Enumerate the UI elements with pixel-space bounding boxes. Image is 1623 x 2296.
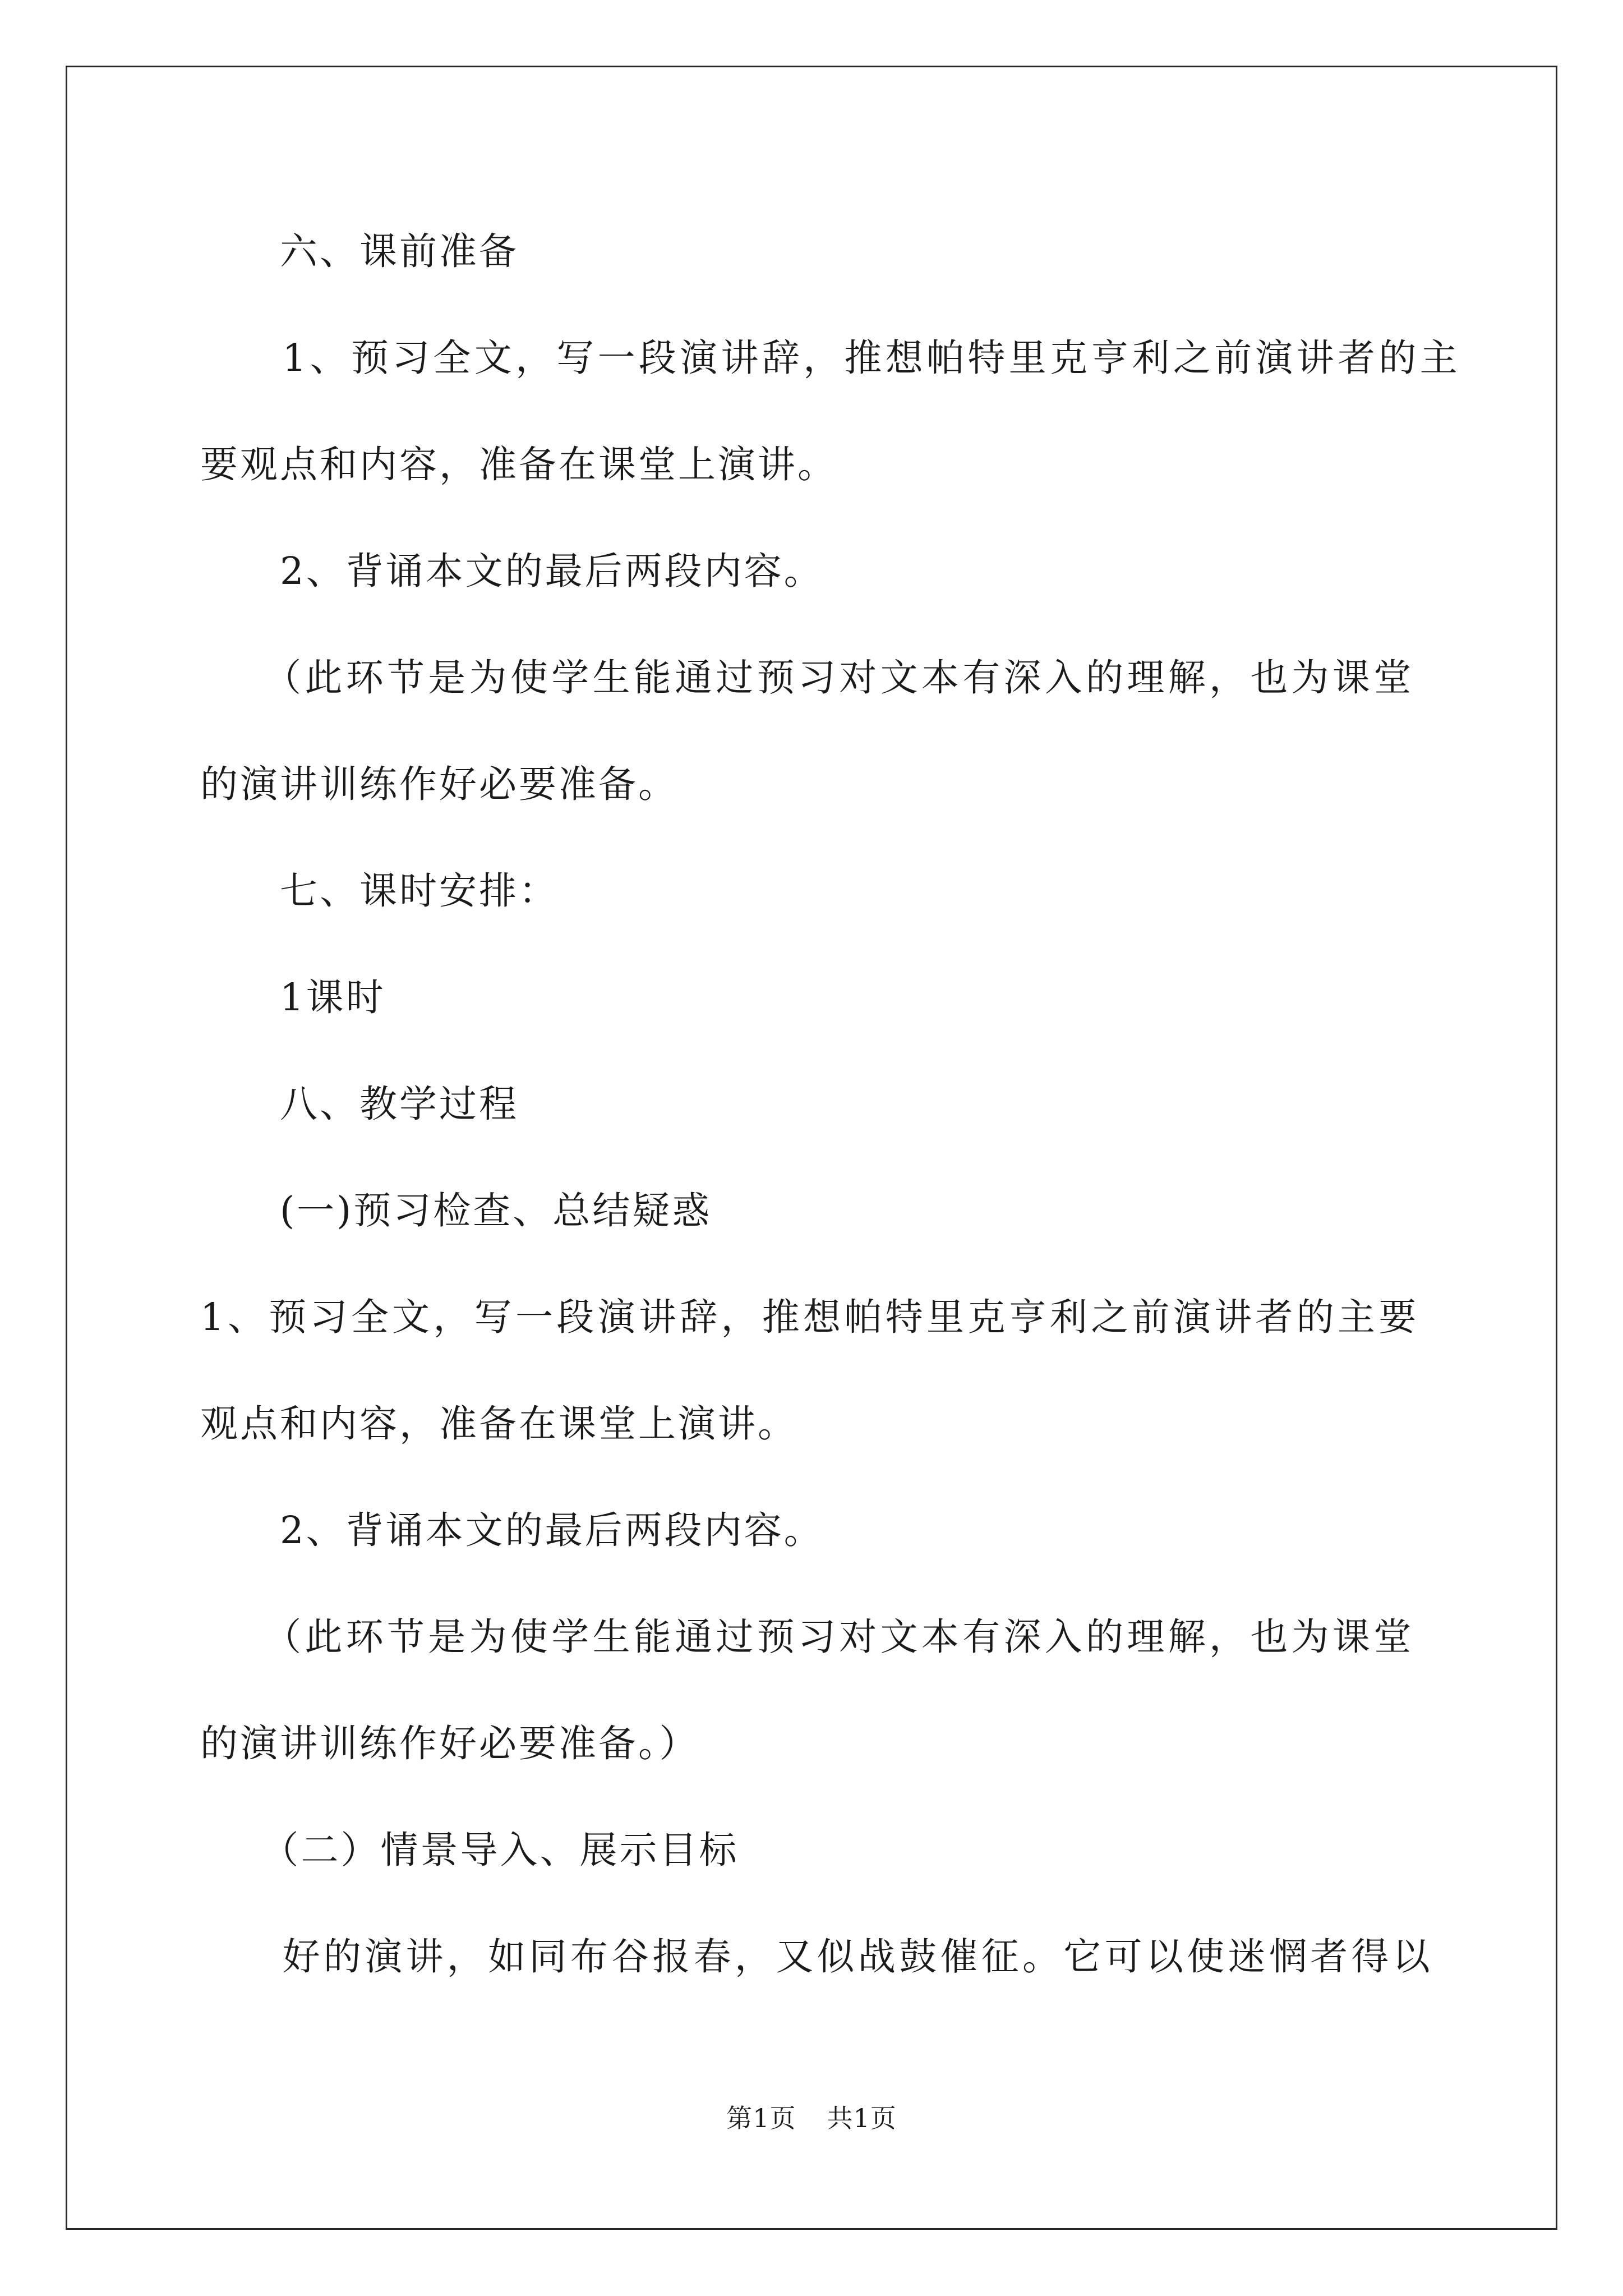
paragraph-line: 2、背诵本文的最后两段内容。	[200, 549, 824, 593]
heading-schedule: 七、课时安排：	[200, 869, 559, 913]
paragraph-line: 观点和内容，准备在课堂上演讲。	[200, 1402, 797, 1446]
paragraph-line: 的演讲训练作好必要准备。	[200, 762, 678, 806]
paragraph-line: （此环节是为使学生能通过预习对文本有深入的理解，也为课堂	[200, 656, 1415, 700]
paragraph-line: 要观点和内容，准备在课堂上演讲。	[200, 443, 837, 486]
heading-teaching-process: 八、教学过程	[200, 1082, 519, 1126]
heading-course-prep: 六、课前准备	[200, 229, 519, 273]
subheading-preview-check: (一)预习检查、总结疑惑	[200, 1189, 712, 1232]
subheading-scene-intro: （二）情景导入、展示目标	[200, 1828, 739, 1872]
paragraph-line: （此环节是为使学生能通过预习对文本有深入的理解，也为课堂	[200, 1615, 1415, 1659]
paragraph-line: 1、预习全文，写一段演讲辞，推想帕特里克亨利之前演讲者的主	[200, 336, 1461, 380]
paragraph-line: 1、预习全文，写一段演讲辞，推想帕特里克亨利之前演讲者的主要	[200, 1295, 1420, 1339]
paragraph-line: 2、背诵本文的最后两段内容。	[200, 1508, 824, 1552]
paragraph-line: 1课时	[200, 976, 386, 1019]
paragraph-line: 好的演讲，如同布谷报春，又似战鼓催征。它可以使迷惘者得以	[200, 1935, 1433, 1978]
page-footer	[0, 2101, 1623, 2135]
paragraph-line: 的演讲训练作好必要准备。）	[200, 1722, 699, 1765]
page-border	[66, 66, 1557, 2230]
page-number-current: 第1页	[726, 2103, 796, 2133]
page-number-total: 共1页	[827, 2103, 897, 2133]
